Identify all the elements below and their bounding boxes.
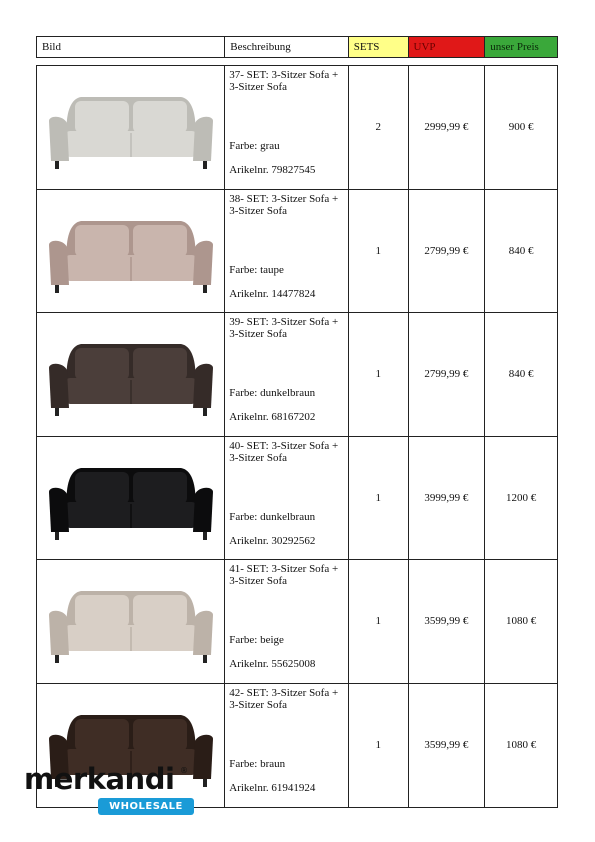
- uvp-price: 3599,99 €: [409, 684, 486, 808]
- product-title: 41- SET: 3-Sitzer Sofa + 3-Sitzer Sofa: [229, 563, 339, 587]
- article-number: Arikelnr. 79827545: [229, 164, 316, 176]
- article-number: Arikelnr. 68167202: [229, 411, 316, 423]
- our-price: 1080 €: [506, 739, 537, 752]
- article-number: Arikelnr. 30292562: [229, 534, 316, 547]
- sets-count: 1: [349, 684, 409, 808]
- article-number: Arikelnr. 14477824: [229, 287, 316, 300]
- back-cushion: [75, 225, 129, 257]
- product-title: 39- SET: 3-Sitzer Sofa + 3-Sitzer Sofa: [229, 316, 339, 340]
- sofa-arm-right: [193, 364, 213, 408]
- sofa-black-icon: [41, 448, 221, 548]
- sofa-leg: [203, 285, 207, 293]
- header-sets: SETS: [349, 37, 409, 57]
- sofa-leg: [55, 285, 59, 293]
- product-title: 38- SET: 3-Sitzer Sofa + 3-Sitzer Sofa: [229, 192, 339, 217]
- sofa-arm-right: [193, 735, 213, 779]
- product-image-cell: [37, 313, 225, 436]
- back-cushion: [75, 101, 129, 133]
- sofa-arm-right: [193, 117, 213, 161]
- product-title: 42- SET: 3-Sitzer Sofa + 3-Sitzer Sofa: [229, 686, 339, 711]
- merkandi-logo: [20, 762, 190, 818]
- sofa-arm-left: [49, 364, 69, 408]
- sets-count: 1: [349, 560, 409, 683]
- back-cushion: [75, 595, 129, 627]
- product-image-cell: [37, 66, 225, 189]
- sofa-arm-right: [193, 611, 213, 655]
- product-color: Farbe: dunkelbraun: [229, 387, 316, 399]
- table-header: [36, 36, 558, 58]
- table-row: [37, 313, 557, 437]
- sofa-leg: [55, 655, 59, 663]
- description-cell: [225, 437, 349, 560]
- our-price: 1080 €: [506, 615, 537, 628]
- sofa-beige-icon: [41, 571, 221, 671]
- product-color: Farbe: braun: [229, 757, 286, 770]
- back-cushion: [133, 719, 187, 751]
- sofa-arm-left: [49, 487, 69, 531]
- sofa-leg: [55, 532, 59, 540]
- header-unser-preis: unser Preis: [485, 37, 557, 57]
- sofa-leg: [203, 655, 207, 663]
- sofa-leg: [203, 779, 207, 787]
- sofa-leg: [203, 408, 207, 416]
- table-row: [37, 190, 557, 314]
- product-color: Farbe: taupe: [229, 263, 284, 276]
- product-title: 37- SET: 3-Sitzer Sofa + 3-Sitzer Sofa: [229, 69, 339, 93]
- sofa-darkbrown-icon: [41, 324, 221, 424]
- description-cell: [225, 313, 349, 436]
- sets-count: 1: [349, 437, 409, 560]
- our-price: 840 €: [508, 368, 534, 381]
- back-cushion: [75, 719, 129, 751]
- sofa-leg: [203, 532, 207, 540]
- article-number: Arikelnr. 61941924: [229, 781, 316, 794]
- sets-count: 2: [349, 66, 409, 189]
- sofa-arm-right: [193, 240, 213, 284]
- our-price: 900 €: [508, 121, 534, 134]
- sets-count: 1: [349, 190, 409, 313]
- product-color: Farbe: grau: [229, 140, 280, 152]
- sets-count: 1: [349, 313, 409, 436]
- sofa-leg: [55, 161, 59, 169]
- description-cell: [225, 190, 349, 313]
- uvp-price: 2999,99 €: [409, 66, 486, 189]
- uvp-price: 3599,99 €: [409, 560, 486, 683]
- article-number: Arikelnr. 55625008: [229, 658, 316, 670]
- back-cushion: [133, 348, 187, 380]
- our-price: 1200 €: [506, 491, 537, 504]
- registered-mark: ®: [180, 766, 188, 775]
- back-cushion: [133, 225, 187, 257]
- table-row: [37, 560, 557, 684]
- table-row: [37, 66, 557, 190]
- description-cell: [225, 66, 349, 189]
- sofa-arm-left: [49, 117, 69, 161]
- uvp-price: 2799,99 €: [409, 313, 486, 436]
- product-color: Farbe: dunkelbraun: [229, 510, 316, 523]
- product-table: [36, 65, 558, 808]
- back-cushion: [133, 472, 187, 504]
- product-image-cell: [37, 560, 225, 683]
- wholesale-badge: WHOLESALE: [98, 798, 194, 815]
- uvp-price: 3999,99 €: [409, 437, 486, 560]
- back-cushion: [133, 595, 187, 627]
- sofa-taupe-icon: [41, 201, 221, 301]
- sofa-leg: [55, 408, 59, 416]
- back-cushion: [133, 101, 187, 133]
- header-uvp: UVP: [409, 37, 486, 57]
- our-price: 840 €: [508, 244, 534, 257]
- product-color: Farbe: beige: [229, 634, 284, 646]
- header-beschreibung: Beschreibung: [225, 37, 349, 57]
- logo-wordmark: merkandi: [24, 762, 175, 796]
- product-image-cell: [37, 437, 225, 560]
- sofa-arm-left: [49, 240, 69, 284]
- sofa-arm-right: [193, 487, 213, 531]
- description-cell: [225, 684, 349, 808]
- uvp-price: 2799,99 €: [409, 190, 486, 313]
- table-row: [37, 437, 557, 561]
- back-cushion: [75, 472, 129, 504]
- back-cushion: [75, 348, 129, 380]
- sofa-arm-left: [49, 611, 69, 655]
- product-title: 40- SET: 3-Sitzer Sofa + 3-Sitzer Sofa: [229, 439, 339, 464]
- sofa-leg: [203, 161, 207, 169]
- description-cell: [225, 560, 349, 683]
- header-bild: Bild: [37, 37, 225, 57]
- product-image-cell: [37, 190, 225, 313]
- sofa-grey-icon: [41, 77, 221, 177]
